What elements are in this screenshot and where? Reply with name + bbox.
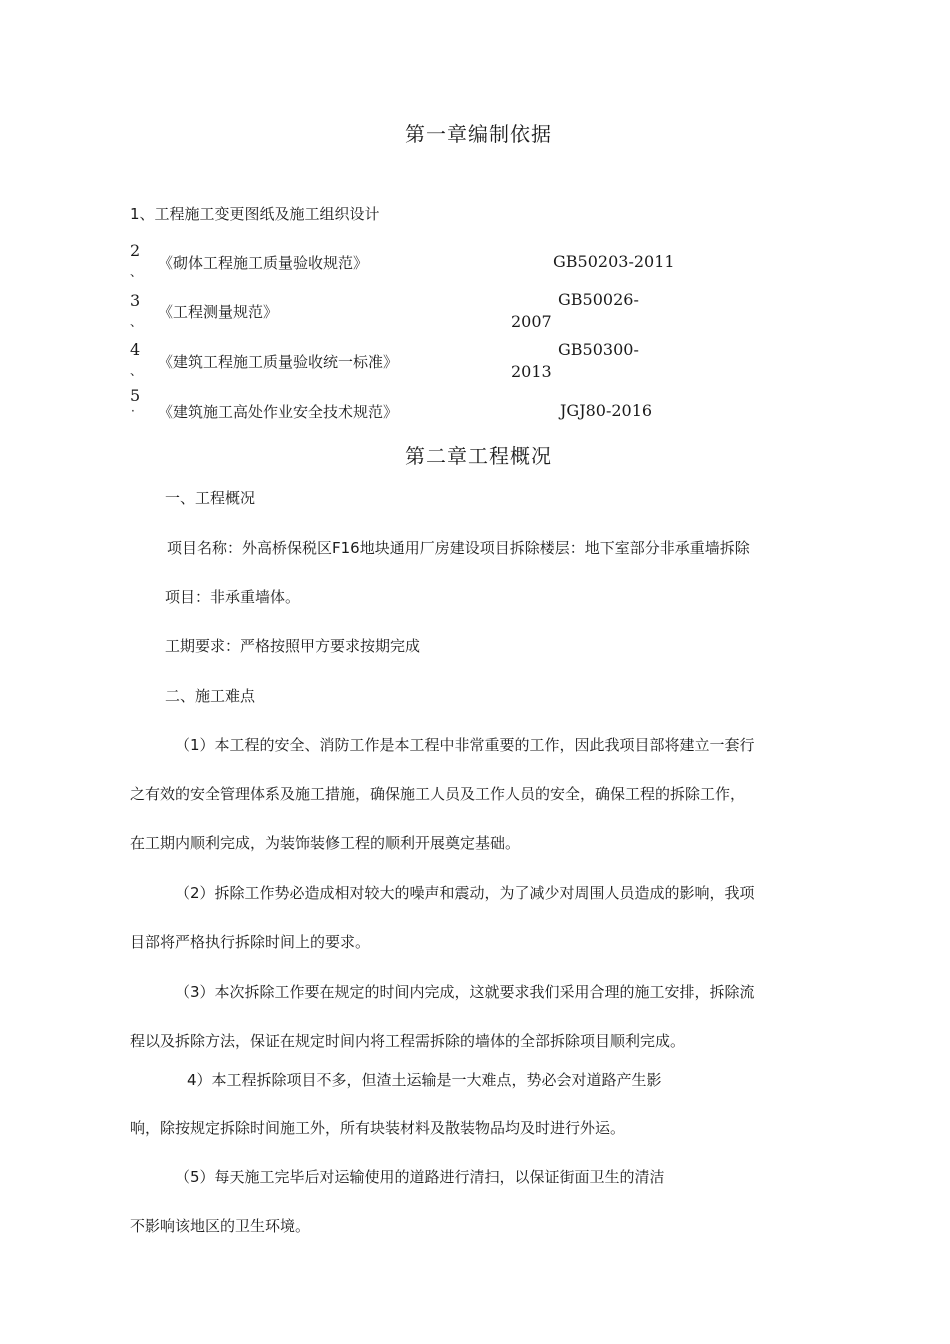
chapter1-title: 第一章编制依据 xyxy=(405,122,552,146)
project-item-line: 项目：非承重墙体。 xyxy=(165,588,301,606)
section-heading-difficulties: 二、施工难点 xyxy=(165,687,256,705)
standard-code: GB50203-2011 xyxy=(553,252,675,271)
paragraph-line: 在工期内顺利完成，为装饰装修工程的顺利开展奠定基础。 xyxy=(130,834,521,852)
basis-item-number: 5 xyxy=(130,386,141,405)
paragraph-line: （5）每天施工完毕后对运输使用的道路进行清扫，以保证街面卫生的清洁 xyxy=(175,1168,665,1186)
basis-item-number: 2 xyxy=(130,241,141,260)
standard-code: JGJ80-2016 xyxy=(560,401,653,420)
paragraph-line: 之有效的安全管理体系及施工措施，确保施工人员及工作人员的安全，确保工程的拆除工作， xyxy=(130,785,746,803)
standard-name: 《砌体工程施工质量验收规范》 xyxy=(158,254,369,272)
section-heading-overview: 一、工程概况 xyxy=(165,489,256,507)
basis-item-separator: 、 xyxy=(130,364,143,378)
paragraph-line: 响，除按规定拆除时间施工外，所有块装材料及散装物品均及时进行外运。 xyxy=(130,1119,626,1137)
standard-name: 《工程测量规范》 xyxy=(158,303,279,321)
chapter2-title: 第二章工程概况 xyxy=(405,444,552,468)
paragraph-line: （2）拆除工作势必造成相对较大的噪声和震动，为了减少对周围人员造成的影响，我项 xyxy=(175,884,755,902)
project-name-line: 项目名称：外高桥保税区F16地块通用厂房建设项目拆除楼层：地下室部分非承重墙拆除 xyxy=(167,539,750,557)
standard-code-part1: GB50300- xyxy=(558,340,639,359)
basis-item-number: 3 xyxy=(130,291,141,310)
paragraph-line: （3）本次拆除工作要在规定的时间内完成，这就要求我们采用合理的施工安排，拆除流 xyxy=(175,983,755,1001)
basis-item-number: 4 xyxy=(130,340,141,359)
paragraph-line: （1）本工程的安全、消防工作是本工程中非常重要的工作，因此我项目部将建立一套行 xyxy=(175,736,755,754)
paragraph-line: 目部将严格执行拆除时间上的要求。 xyxy=(130,933,371,951)
basis-item-1: 1、工程施工变更图纸及施工组织设计 xyxy=(130,205,380,223)
paragraph-line: 程以及拆除方法，保证在规定时间内将工程需拆除的墙体的全部拆除项目顺利完成。 xyxy=(130,1032,686,1050)
standard-name: 《建筑施工高处作业安全技术规范》 xyxy=(158,403,399,421)
paragraph-line: 不影响该地区的卫生环境。 xyxy=(130,1217,311,1235)
standard-code-part2: 2013 xyxy=(511,362,552,381)
standard-code-part1: GB50026- xyxy=(558,290,639,309)
standard-name: 《建筑工程施工质量验收统一标准》 xyxy=(158,353,399,371)
basis-item-separator: · xyxy=(131,404,135,418)
paragraph-line: 4）本工程拆除项目不多，但渣土运输是一大难点，势必会对道路产生影 xyxy=(187,1071,662,1089)
schedule-line: 工期要求：严格按照甲方要求按期完成 xyxy=(165,637,421,655)
standard-code-part2: 2007 xyxy=(511,312,552,331)
basis-item-separator: 、 xyxy=(130,265,143,279)
basis-item-separator: 、 xyxy=(130,315,143,329)
